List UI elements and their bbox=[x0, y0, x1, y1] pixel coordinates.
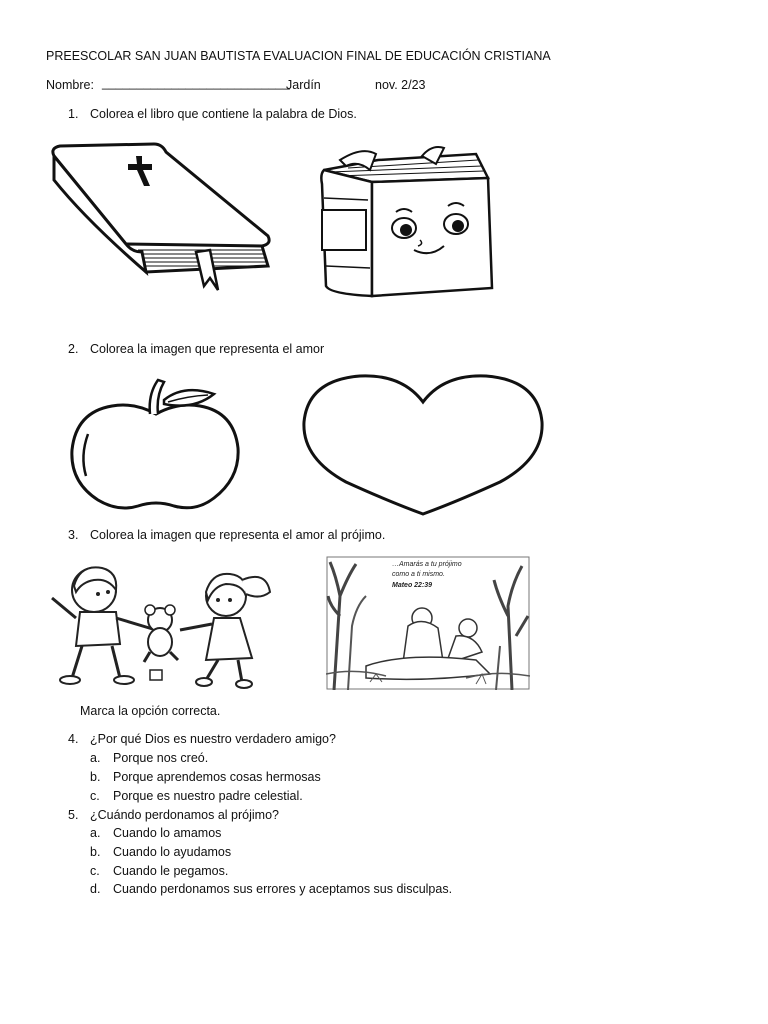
question-5-text: ¿Cuándo perdonamos al prójimo? bbox=[90, 808, 279, 822]
q5-option-d-letter[interactable]: d. bbox=[90, 882, 101, 896]
q4-option-a-letter[interactable]: a. bbox=[90, 751, 101, 765]
apple-image[interactable] bbox=[64, 372, 248, 514]
question-3-text: Colorea la imagen que representa el amor al prójimo. bbox=[90, 528, 386, 542]
question-2-text: Colorea la imagen que representa el amor bbox=[90, 342, 325, 356]
q5-option-c-letter[interactable]: c. bbox=[90, 864, 100, 878]
q4-option-b-letter[interactable]: b. bbox=[90, 770, 101, 784]
bible-book-image[interactable] bbox=[46, 140, 276, 300]
name-label: Nombre: bbox=[46, 78, 94, 92]
q4-option-c-letter[interactable]: c. bbox=[90, 789, 100, 803]
question-1-number: 1. bbox=[68, 107, 79, 121]
grade-label: Jardín bbox=[286, 78, 321, 92]
q5-option-b-letter[interactable]: b. bbox=[90, 845, 101, 859]
date-label: nov. 2/23 bbox=[375, 78, 426, 92]
document-title: PREESCOLAR SAN JUAN BAUTISTA EVALUACION FINAL DE EDUCACIÓN CRISTIANA bbox=[46, 49, 551, 63]
q5-option-c-text[interactable]: Cuando le pegamos. bbox=[113, 864, 229, 878]
smiling-book-image[interactable] bbox=[318, 140, 498, 300]
name-blank[interactable]: ___________________________ bbox=[102, 76, 290, 90]
question-5-number: 5. bbox=[68, 808, 79, 822]
question-3-number: 3. bbox=[68, 528, 79, 542]
q5-option-a-text[interactable]: Cuando lo amamos bbox=[113, 826, 222, 840]
q4-option-c-text[interactable]: Porque es nuestro padre celestial. bbox=[113, 789, 303, 803]
question-2-number: 2. bbox=[68, 342, 79, 356]
caption-line-3: Mateo 22:39 bbox=[392, 582, 433, 589]
q5-option-a-letter[interactable]: a. bbox=[90, 826, 101, 840]
good-samaritan-image[interactable] bbox=[326, 556, 530, 690]
question-4-number: 4. bbox=[68, 732, 79, 746]
q5-option-b-text[interactable]: Cuando lo ayudamos bbox=[113, 845, 232, 859]
children-teddy-bear-image[interactable] bbox=[46, 560, 278, 690]
q5-option-d-text[interactable]: Cuando perdonamos sus errores y aceptamos sus disculpas. bbox=[113, 882, 453, 896]
question-4-text: ¿Por qué Dios es nuestro verdadero amigo? bbox=[90, 732, 336, 746]
question-1-text: Colorea el libro que contiene la palabra de Dios. bbox=[90, 107, 357, 121]
q4-option-a-text[interactable]: Porque nos creó. bbox=[113, 751, 209, 765]
heart-image[interactable] bbox=[298, 370, 548, 518]
q4-option-b-text[interactable]: Porque aprendemos cosas hermosas bbox=[113, 770, 321, 784]
caption-line-1: …Amarás a tu prójimo bbox=[392, 561, 462, 568]
instruction-text: Marca la opción correcta. bbox=[80, 704, 221, 718]
caption-line-2: como a ti mismo. bbox=[392, 571, 445, 578]
